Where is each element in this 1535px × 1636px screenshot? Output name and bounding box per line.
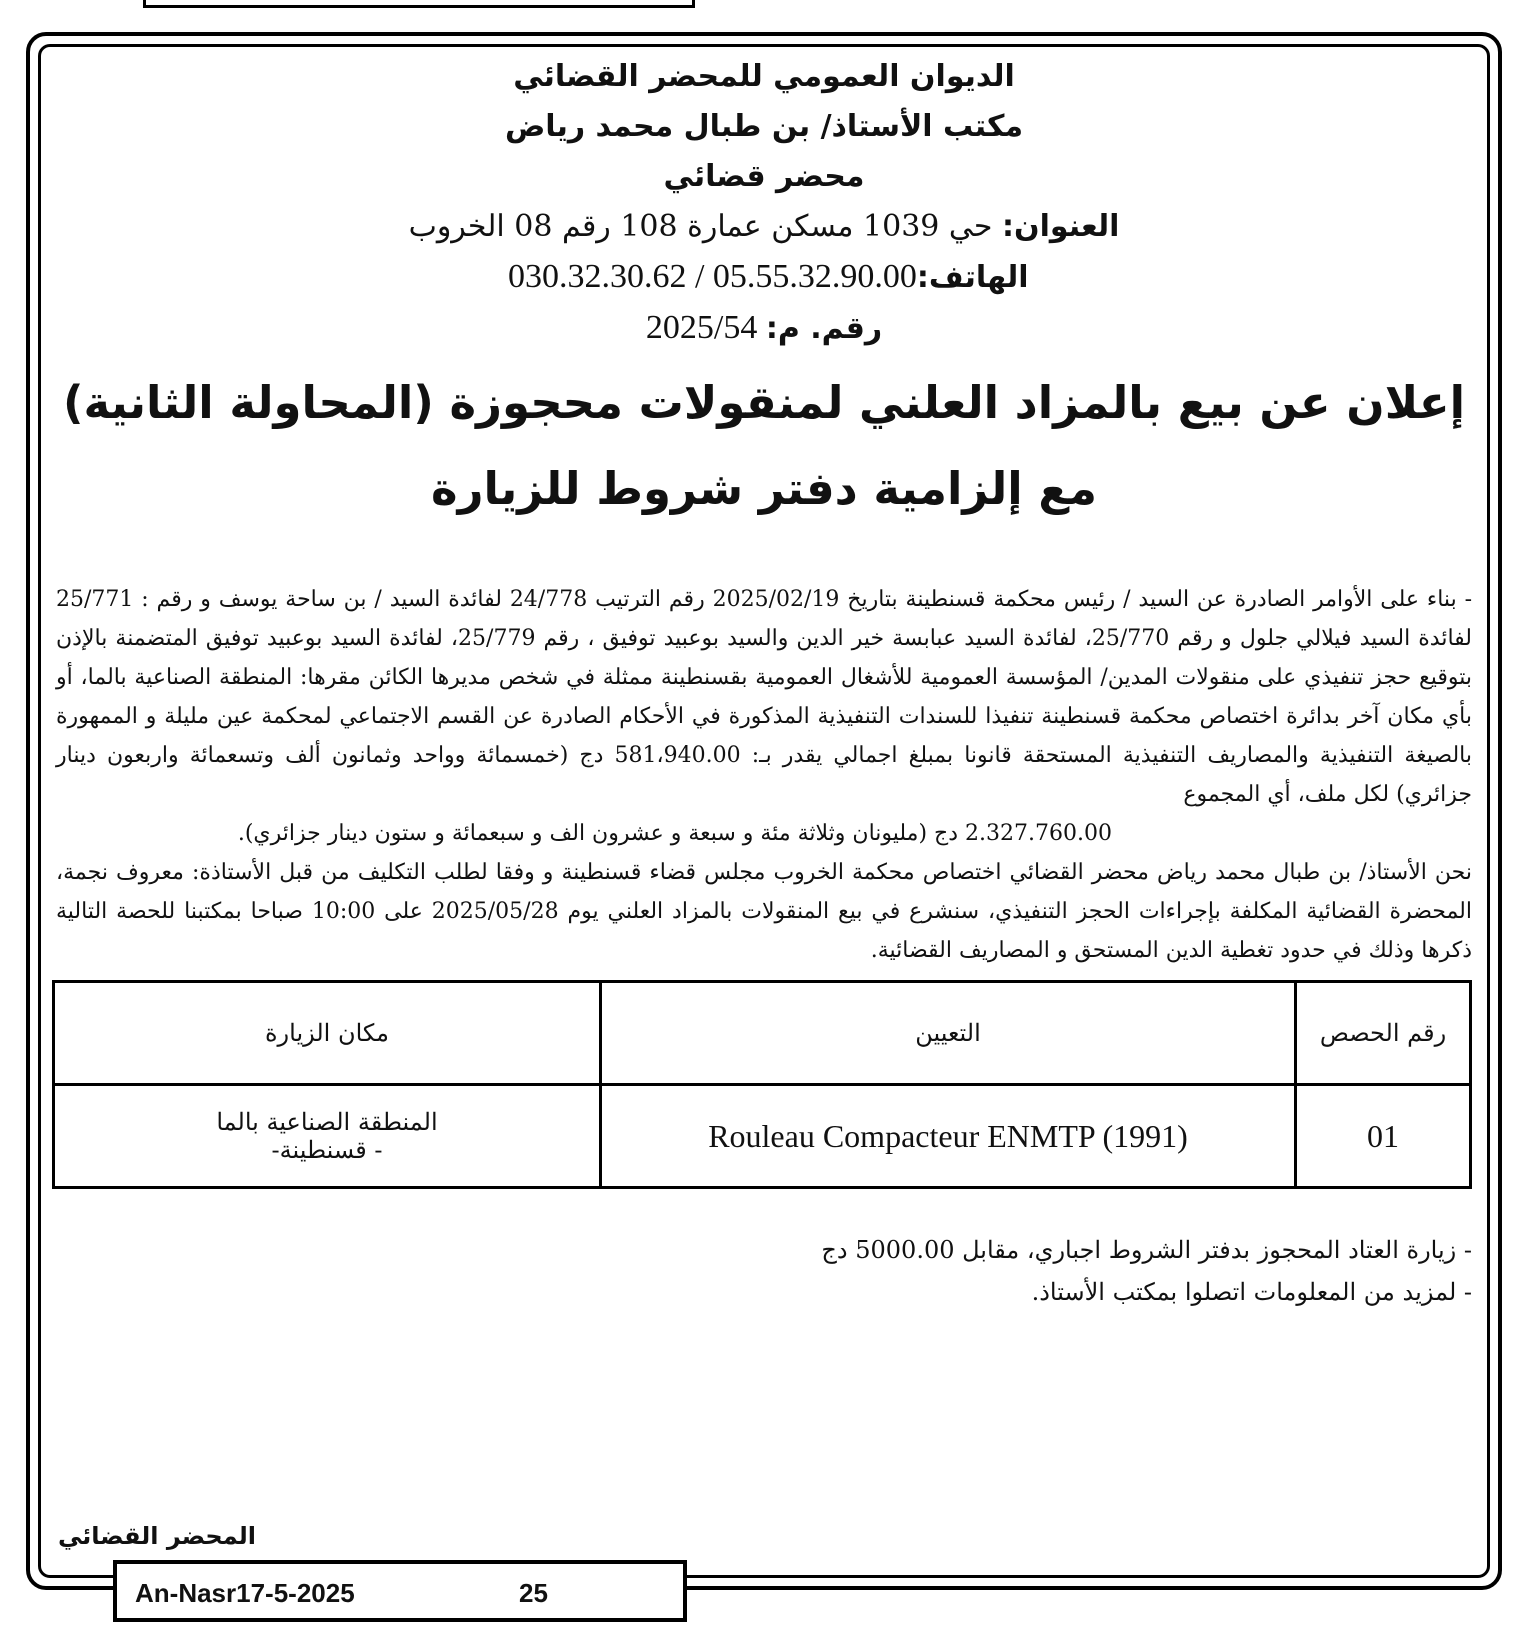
source-box [113, 1560, 687, 1622]
header-designation: التعيين [601, 982, 1296, 1085]
header-line-3: محضر قضائي [663, 159, 865, 194]
reference-value: 2025/54 [645, 309, 766, 346]
header-line-1: الديوان العمومي للمحضر القضائي [513, 59, 1015, 94]
address-line [52, 202, 1476, 252]
signature: المحضر القضائي [58, 1522, 257, 1550]
lots-table [52, 980, 1472, 1189]
visit-place-line-1: المنطقة الصناعية بالما [216, 1108, 438, 1136]
phone-label: الهاتف: [916, 260, 1029, 295]
office-header [52, 52, 1476, 354]
publication-name: An-Nasr17-5-2025 [135, 1578, 355, 1608]
header-visit-place: مكان الزيارة [54, 982, 601, 1085]
table-row [54, 1085, 1471, 1188]
reference-line [52, 303, 1476, 354]
notes-section [52, 1229, 1476, 1313]
address-label: العنوان: [1002, 209, 1120, 244]
body-paragraph-1: - بناء على الأوامر الصادرة عن السيد / رئيس محكمة قسنطينة بتاريخ 2025/02/19 رقم الترتيب 24/778 لفائدة السيد / بن ساحة يوسف و رقم : 25/771 لفائدة السيد فيلالي جلول و رقم 25/770، لفائدة السيد عبابسة خير الدين والسيد بوعبيد توفيق ، رقم 25/779، لفائدة السيد بوعبيد توفيق المتضمنة بالإذن بتوقيع حجز تنفيذي على منقولات المدين/ المؤسسة العمومية للأشغال العمومية بقسنطينة ممثلة في شخص مديرها الكائن مقرها: المنطقة الصناعية بالما، أو بأي مكان آخر بدائرة اختصاص محكمة قسنطينة تنفيذا للسندات التنفيذية المذكورة في الأحكام الصادرة عن القسم الاجتماعي لمحكمة عين مليلة و الممهورة بالصيغة التنفيذية والمصاريف التنفيذية المستحقة قانونا بمبلغ اجمالي يقدر بـ: 581،940.00 دج (خمسمائة وواحد وثمانون ألف وتسعمائة واربعون دينار جزائري) لكل ملف، أي المجموع [56, 587, 1473, 807]
visit-place-cell [54, 1085, 601, 1188]
phone-value: 030.32.30.62 / 05.55.32.90.00 [499, 258, 917, 295]
notice-title-line-2: مع إلزامية دفتر شروط للزيارة [431, 462, 1097, 515]
designation-cell: Rouleau Compacteur ENMTP (1991) [601, 1085, 1296, 1188]
note-contact: - لمزيد من المعلومات اتصلوا بمكتب الأستاذ. [1031, 1278, 1472, 1306]
notice-title-line-1: إعلان عن بيع بالمزاد العلني لمنقولات محجوزة (المحاولة الثانية) [62, 376, 1466, 429]
header-lot-number: رقم الحصص [1296, 982, 1471, 1085]
header-line-2: مكتب الأستاذ/ بن طبال محمد رياض [504, 109, 1024, 144]
table-header-row [54, 982, 1471, 1085]
page-number: 25 [519, 1578, 548, 1608]
notice-content [52, 52, 1476, 1562]
phone-line [52, 252, 1476, 303]
visit-place-line-2: - قسنطينة- [271, 1136, 383, 1164]
note-mandatory-visit: - زيارة العتاد المحجوز بدفتر الشروط اجباري، مقابل 5000.00 دج [821, 1236, 1472, 1264]
lot-number-cell: 01 [1296, 1085, 1471, 1188]
top-strip-box [143, 0, 695, 8]
address-value: حي 1039 مسكن عمارة 108 رقم 08 الخروب [408, 209, 1002, 244]
notice-body [52, 580, 1476, 970]
body-total-amount: 2.327.760.00 دج (مليونان وثلاثة مئة و سبعة و عشرون الف و سبعمائة و ستون دينار جزائري). [237, 821, 1112, 846]
reference-label: رقم. م: [765, 311, 883, 346]
body-paragraph-2: نحن الأستاذ/ بن طبال محمد رياض محضر القضائي اختصاص محكمة الخروب مجلس قضاء قسنطينة و وفقا لطلب التكليف من قبل الأستاذة: معروف نجمة، المحضرة القضائية المكلفة بإجراءات الحجز التنفيذي، سنشرع في بيع المنقولات بالمزاد العلني يوم 2025/05/28 على 10:00 صباحا بمكتبنا للحصة التالية ذكرها وذلك في حدود تغطية الدين المستحق و المصاريف القضائية. [56, 860, 1473, 963]
